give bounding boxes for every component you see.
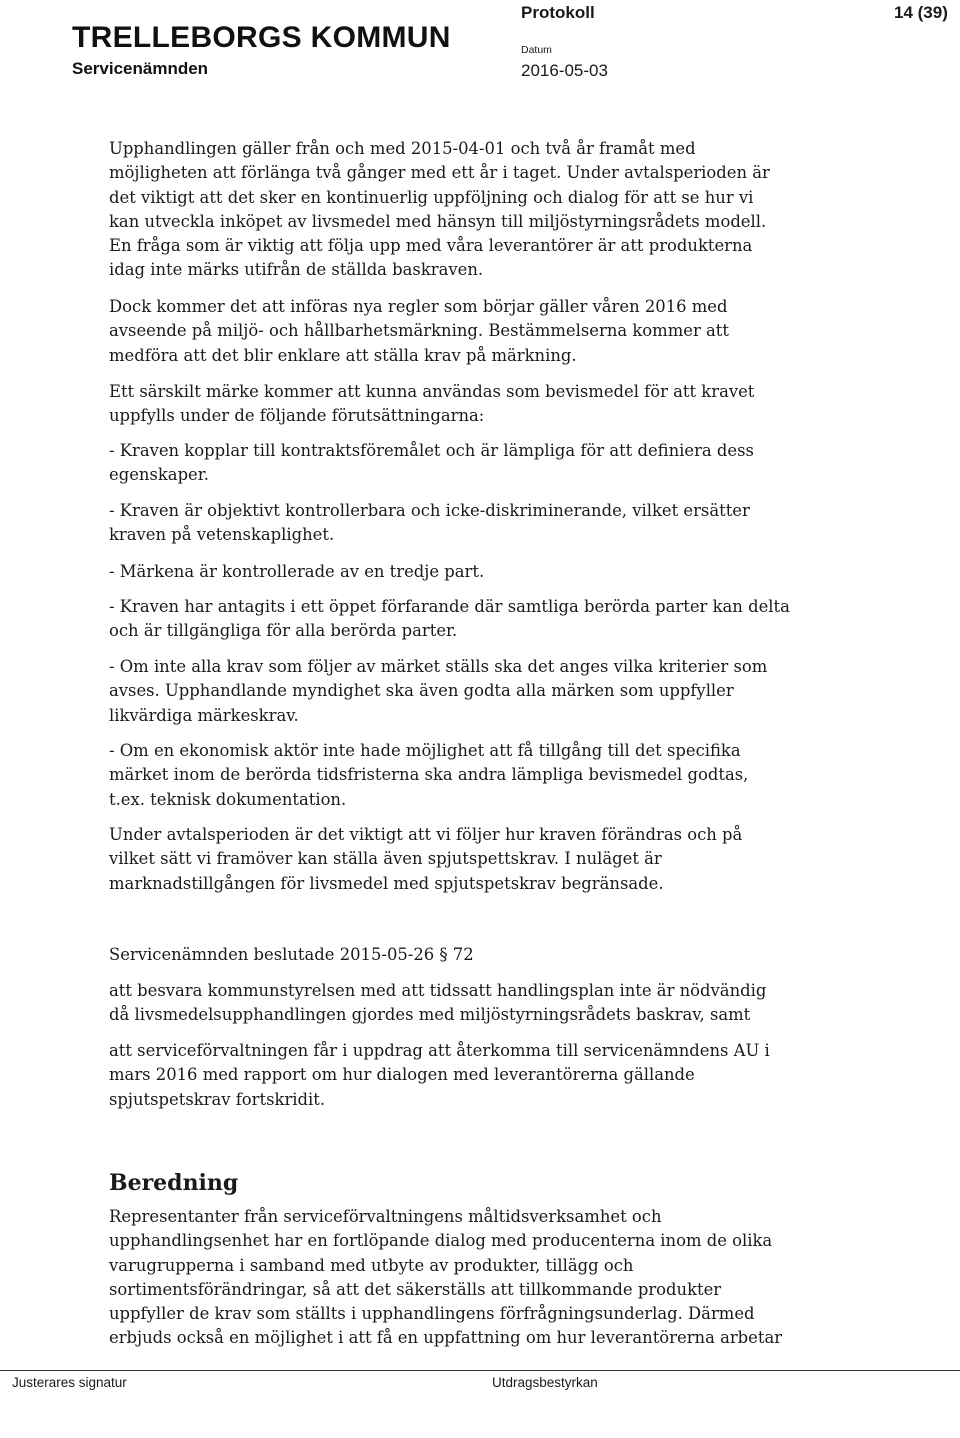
organization-name: TRELLEBORGS KOMMUN [72,21,451,54]
document-type: Protokoll [521,3,595,22]
date-label: Datum [521,44,552,56]
list-item-requirement-3: - Märkena är kontrollerade av en tredje part. [109,562,485,581]
list-item-requirement-6: - Om en ekonomisk aktör inte hade möjlighet att få tillgång till det specifika märket inom de berörda tidsfristerna ska andra lämpliga bevismedel godtas, t.ex. teknisk dokumentation. [109,741,749,809]
list-item-requirement-1: - Kraven kopplar till kontraktsföremålet och är lämpliga för att definiera dess egenskaper. [109,441,754,485]
department-name: Servicenämnden [72,59,209,78]
footer-divider [0,1370,960,1371]
paragraph-new-rules: Dock kommer det att införas nya regler som börjar gäller våren 2016 med avseende på miljö- och hållbarhetsmärkning. Bestämmelserna kommer att medföra att det blir enklare att ställa krav på märkning. [109,297,729,365]
extract-label: Utdragsbestyrkan [492,1375,598,1390]
list-item-requirement-4: - Kraven har antagits i ett öppet förfarande där samtliga berörda parter kan delta och är tillgängliga för alla berörda parter. [109,597,790,641]
list-item-requirement-5: - Om inte alla krav som följer av märket ställs ska det anges vilka kriterier som avses. Upphandlande myndighet ska även godta alla märken som uppfyller likvärdiga märkeskrav. [109,657,768,725]
paragraph-decision-2: att serviceförvaltningen får i uppdrag att återkomma till servicenämndens AU i mars 2016 med rapport om hur dialogen med leverantörerna gällande spjutspetskrav fortskridit. [109,1041,770,1109]
list-item-requirement-2: - Kraven är objektivt kontrollerbara och icke-diskriminerande, vilket ersätter kraven på vetenskaplighet. [109,501,750,545]
paragraph-follow-up: Under avtalsperioden är det viktigt att vi följer hur kraven förändras och på vilket sätt vi framöver kan ställa även spjutspettskrav. I nuläget är marknadstillgången för livsmedel med spjutspetskrav begränsade. [109,825,743,893]
paragraph-label-evidence: Ett särskilt märke kommer att kunna användas som bevismedel för att kravet uppfylls under de följande förutsättningarna: [109,382,755,426]
page-number: 14 (39) [894,3,948,22]
date-value: 2016-05-03 [521,61,608,80]
section-heading: Beredning [109,1170,239,1196]
paragraph-decision-reference: Servicenämnden beslutade 2015-05-26 § 72 [109,945,474,964]
paragraph-preparation: Representanter från serviceförvaltningens måltidsverksamhet och upphandlingsenhet har en fortlöpande dialog med producenterna inom de olika varugrupperna i samband med utbyte av produkter, tillägg och sortimentsförändringar, så att det säkerställs att tillkommande produkter uppfyller de krav som ställts i upphandlingens förfrågningsunderlag. Därmed erbjuds också en möjlighet i att få en uppfattning om hur leverantörerna arbetar [109,1207,783,1348]
paragraph-decision-1: att besvara kommunstyrelsen med att tidssatt handlingsplan inte är nödvändig då livsmedelsupphandlingen gjordes med miljöstyrningsrådets baskrav, samt [109,981,767,1025]
signature-label: Justerares signatur [12,1375,127,1390]
paragraph-procurement-period: Upphandlingen gäller från och med 2015-04-01 och två år framåt med möjligheten att förlänga två gånger med ett år i taget. Under avtalsperioden är det viktigt att det sker en kontinuerlig uppföljning och dialog för att se hur vi kan utveckla inköpet av livsmedel med hänsyn till miljöstyrningsrådets modell. En fråga som är viktig att följa upp med våra leverantörer är att produkterna idag inte märks utifrån de ställda baskraven. [109,139,770,280]
